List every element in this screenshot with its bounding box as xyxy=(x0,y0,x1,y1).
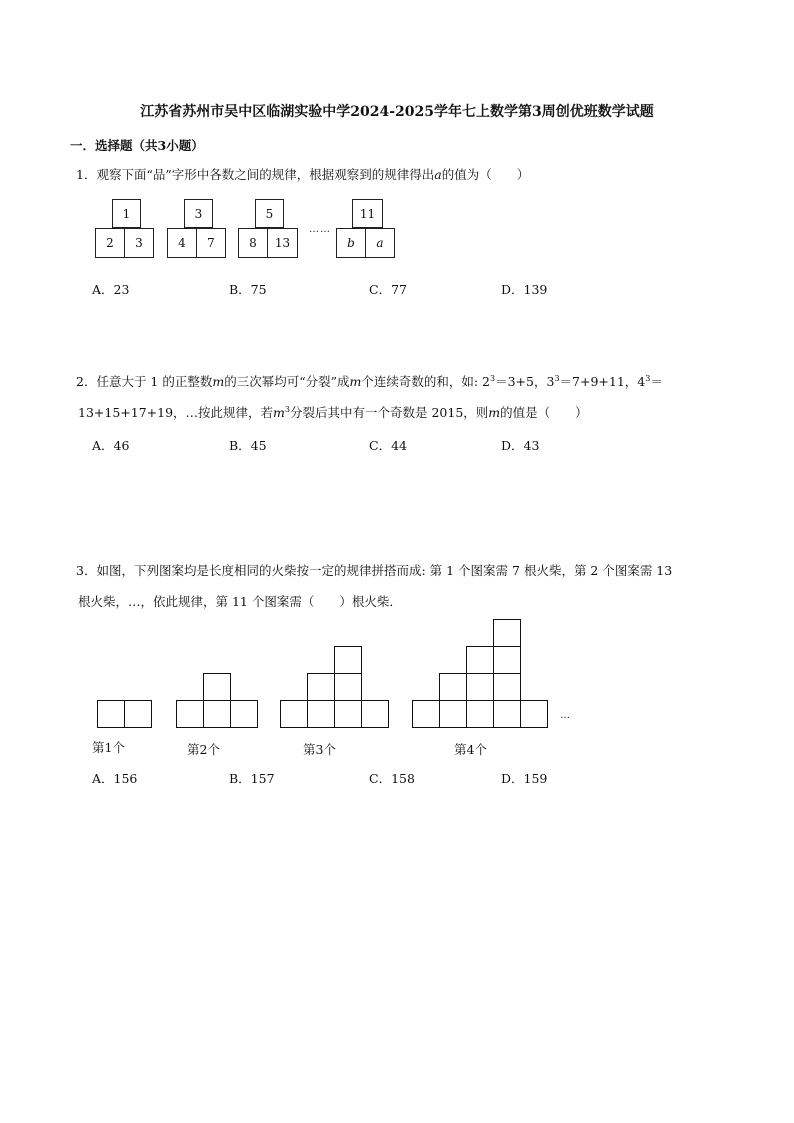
matchstick-square xyxy=(493,646,521,674)
matchstick-square xyxy=(176,700,204,728)
question-1-option-c[interactable]: C．77 xyxy=(369,282,407,297)
page-title: 江苏省苏州市吴中区临湖实验中学2024-2025学年七上数学第3周创优班数学试题 xyxy=(140,104,654,120)
question-2-variable: m xyxy=(273,405,285,420)
question-2-text-part: 2．任意大于 1 的正整数 xyxy=(76,374,213,389)
matchstick-square xyxy=(439,700,467,728)
question-2-option-b[interactable]: B．45 xyxy=(229,438,267,453)
figure-ellipsis: … xyxy=(560,710,570,721)
pin-figure-top-cell: 5 xyxy=(255,199,284,228)
matchstick-square xyxy=(203,700,231,728)
matchstick-square xyxy=(493,619,521,647)
question-1-variable: a xyxy=(434,167,442,182)
matchstick-square xyxy=(230,700,258,728)
question-2-text-part: 分裂后其中有一个奇数是 2015，则 xyxy=(290,405,489,420)
question-2-variable: m xyxy=(349,374,362,389)
question-2-option-a[interactable]: A．46 xyxy=(92,438,130,453)
pin-figure-right-cell: 3 xyxy=(124,228,154,258)
question-2-option-d[interactable]: D．43 xyxy=(501,438,540,453)
figure-label-1: 第1个 xyxy=(92,740,125,755)
question-1-text xyxy=(76,165,529,183)
matchstick-square xyxy=(307,700,335,728)
question-1-text-part: 1．观察下面“品”字形中各数之间的规律，根据观察到的规律得出 xyxy=(76,167,435,182)
section-heading: 一．选择题（共3小题） xyxy=(70,138,204,153)
pin-figure-left-cell: 2 xyxy=(95,228,125,258)
matchstick-square xyxy=(493,700,521,728)
pin-figure-left-cell: 8 xyxy=(238,228,268,258)
exponent: 3 xyxy=(490,373,496,383)
matchstick-square xyxy=(124,700,152,728)
matchstick-square xyxy=(97,700,125,728)
matchstick-square xyxy=(412,700,440,728)
matchstick-square xyxy=(493,673,521,701)
matchstick-square xyxy=(361,700,389,728)
question-3-line-2: 根火柴，…，依此规律，第 11 个图案需（ ）根火柴． xyxy=(78,594,402,609)
question-2-text-part: 的值是（ ） xyxy=(500,405,588,420)
question-1-option-b[interactable]: B．75 xyxy=(229,282,267,297)
figure-label-4: 第4个 xyxy=(454,742,487,757)
question-3-line-1: 3．如图，下列图案均是长度相同的火柴按一定的规律拼搭而成: 第 1 个图案需 7 根火柴，第 2 个图案需 13 xyxy=(76,563,673,578)
figure-label-2: 第2个 xyxy=(187,742,220,757)
pin-figure-left-cell: 4 xyxy=(167,228,197,258)
exponent: 3 xyxy=(554,373,560,383)
exponent: 3 xyxy=(284,404,290,414)
question-1-option-a[interactable]: A．23 xyxy=(92,282,130,297)
pin-figure-top-cell: 1 xyxy=(112,199,141,228)
matchstick-square xyxy=(466,700,494,728)
question-3-option-b[interactable]: B．157 xyxy=(229,771,275,786)
matchstick-square xyxy=(334,646,362,674)
figure-ellipsis: …… xyxy=(309,224,331,235)
question-1-text-part: 的值为（ ） xyxy=(441,167,530,182)
matchstick-square xyxy=(520,700,548,728)
matchstick-square xyxy=(334,673,362,701)
question-1-option-d[interactable]: D．139 xyxy=(501,282,548,297)
question-2-text-part: 个连续奇数的和，如: 2 xyxy=(361,374,490,389)
question-2-variable: m xyxy=(488,405,501,420)
question-2-text-part: ＝3+5，3 xyxy=(495,374,555,389)
question-2-text-part: ＝7+9+11，4 xyxy=(559,374,646,389)
matchstick-square xyxy=(439,673,467,701)
question-2-line-1 xyxy=(76,372,663,390)
pin-figure-right-cell: a xyxy=(365,228,395,258)
matchstick-square xyxy=(280,700,308,728)
question-3-option-c[interactable]: C．158 xyxy=(369,771,415,786)
matchstick-square xyxy=(307,673,335,701)
question-3-option-a[interactable]: A．156 xyxy=(92,771,138,786)
pin-figure-left-cell: b xyxy=(336,228,366,258)
pin-figure-right-cell: 13 xyxy=(267,228,298,258)
question-2-text-part: 13+15+17+19，…按此规律，若 xyxy=(78,405,274,420)
question-2-option-c[interactable]: C．44 xyxy=(369,438,407,453)
matchstick-square xyxy=(466,646,494,674)
question-2-text-part: 的三次幂均可“分裂”成 xyxy=(224,374,350,389)
pin-figure-right-cell: 7 xyxy=(196,228,226,258)
question-2-line-2 xyxy=(78,403,588,421)
question-2-variable: m xyxy=(212,374,225,389)
matchstick-square xyxy=(203,673,231,701)
figure-label-3: 第3个 xyxy=(303,742,336,757)
pin-figure-top-cell: 3 xyxy=(184,199,213,228)
question-3-option-d[interactable]: D．159 xyxy=(501,771,548,786)
pin-figure-top-cell: 11 xyxy=(352,199,383,228)
exponent: 3 xyxy=(645,373,651,383)
matchstick-square xyxy=(334,700,362,728)
question-2-text-part: ＝ xyxy=(650,374,663,389)
matchstick-square xyxy=(466,673,494,701)
